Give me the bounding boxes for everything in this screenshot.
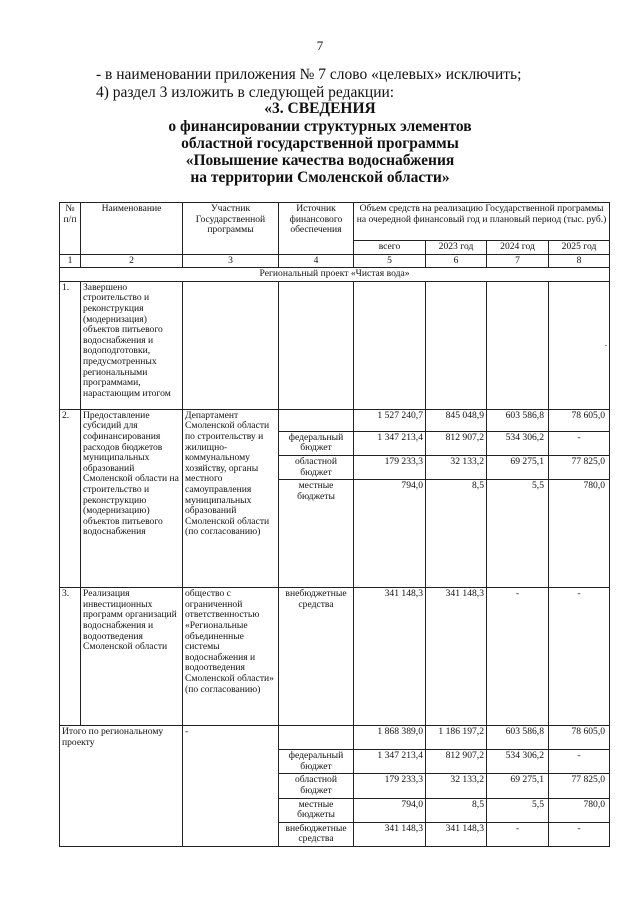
row3-2024: -	[487, 588, 549, 726]
row2-federal-2025: -	[549, 431, 610, 455]
row2-num: 2.	[60, 409, 81, 587]
row1-mark: -	[549, 281, 610, 409]
row2-source-local: местные бюджеты	[279, 480, 354, 588]
row2-2023: 845 048,9	[426, 409, 487, 431]
project-title: Региональный проект «Чистая вода»	[60, 268, 610, 282]
row2-local-2024: 5,5	[487, 480, 549, 588]
total-regional-total: 179 233,3	[354, 774, 426, 798]
col-number: 2	[81, 254, 183, 268]
header-2025: 2025 год	[549, 241, 610, 255]
total-regional-2025: 77 825,0	[549, 774, 610, 798]
col-number: 5	[354, 254, 426, 268]
row3-total: 341 148,3	[354, 588, 426, 726]
total-offbudget-total: 341 148,3	[354, 822, 426, 846]
total-source-offbudget: внебюджетные средства	[279, 822, 354, 846]
row2-source-regional: областной бюджет	[279, 455, 354, 479]
total-row	[60, 726, 610, 750]
row3-name: Реализация инвестиционных программ организаций водоснабжения и водоотведения Смоленской области	[81, 588, 183, 726]
total-source-federal: федеральный бюджет	[279, 750, 354, 774]
total-2025: 78 605,0	[549, 726, 610, 750]
total-regional-2024: 69 275,1	[487, 774, 549, 798]
total-local-2023: 8,5	[426, 798, 487, 822]
header-volume: Объем средств на реализацию Государственной программы на очередной финансовый год и плановый период (тыс. руб.)	[354, 203, 610, 241]
header-2023: 2023 год	[426, 241, 487, 255]
row3-2023: 341 148,3	[426, 588, 487, 726]
row2-regional-2023: 32 133,2	[426, 455, 487, 479]
total-2024: 603 586,8	[487, 726, 549, 750]
total-federal-2024: 534 306,2	[487, 750, 549, 774]
row2-local-2025: 780,0	[549, 480, 610, 588]
row3-source: внебюджетные средства	[279, 588, 354, 726]
intro-line-1: - в наименовании приложения № 7 слово «целевых» исключить;	[96, 66, 522, 83]
total-participant: -	[183, 726, 279, 847]
row2-name: Предоставление субсидий для софинансирования расходов бюджетов муниципальных образований Смоленской области на строительство и реконструкцию (модернизацию) объектов питьевого водоснабжения	[81, 409, 183, 587]
col-number: 1	[60, 254, 81, 268]
row2-source-federal: федеральный бюджет	[279, 431, 354, 455]
header-participant: Участник Государственной программы	[183, 203, 279, 255]
total-source-local: местные бюджеты	[279, 798, 354, 822]
total-total: 1 868 389,0	[354, 726, 426, 750]
row3-num: 3.	[60, 588, 81, 726]
row2-source	[279, 409, 354, 431]
total-offbudget-2023: 341 148,3	[426, 822, 487, 846]
row3-participant: общество с ограниченной ответственностью «Региональные объединенные системы водоснабжения и водоотведения Смоленской области» (по согласованию)	[183, 588, 279, 726]
heading-line-2: о финансировании структурных элементов	[168, 118, 472, 135]
row2-federal-2024: 534 306,2	[487, 431, 549, 455]
row3-2025: -	[549, 588, 610, 726]
total-2023: 1 186 197,2	[426, 726, 487, 750]
total-federal-total: 1 347 213,4	[354, 750, 426, 774]
row2-regional-2024: 69 275,1	[487, 455, 549, 479]
col-number: 8	[549, 254, 610, 268]
intro-line-2: 4) раздел 3 изложить в следующей редакции:	[96, 84, 395, 101]
row2-2025: 78 605,0	[549, 409, 610, 431]
page-number: 7	[316, 38, 324, 53]
row2-local-2023: 8,5	[426, 480, 487, 588]
total-offbudget-2025: -	[549, 822, 610, 846]
header-source: Источник финансового обеспечения	[279, 203, 354, 255]
row2-regional-total: 179 233,3	[354, 455, 426, 479]
row2-total: 1 527 240,7	[354, 409, 426, 431]
row2-federal-2023: 812 907,2	[426, 431, 487, 455]
total-source	[279, 726, 354, 750]
row2-local-total: 794,0	[354, 480, 426, 588]
table-header-row	[60, 203, 610, 241]
col-number: 3	[183, 254, 279, 268]
total-offbudget-2024: -	[487, 822, 549, 846]
heading-line-1: «3. СВЕДЕНИЯ	[264, 100, 376, 117]
heading-line-4: «Повышение качества водоснабжения	[185, 152, 455, 169]
total-label: Итого по региональному проекту	[60, 726, 183, 847]
total-local-2025: 780,0	[549, 798, 610, 822]
header-2024: 2024 год	[487, 241, 549, 255]
total-regional-2023: 32 133,2	[426, 774, 487, 798]
col-number: 4	[279, 254, 354, 268]
column-numbers-row	[60, 254, 610, 268]
table-row	[60, 409, 610, 431]
total-source-regional: областной бюджет	[279, 774, 354, 798]
total-federal-2025: -	[549, 750, 610, 774]
header-total: всего	[354, 241, 426, 255]
table-row	[60, 588, 610, 726]
row1-name: Завершено строительство и реконструкция (модернизация) объектов питьевого водоснабжения и водоподготовки, предусмотренных региональными программами, нарастающим итогом	[81, 281, 183, 409]
total-local-total: 794,0	[354, 798, 426, 822]
heading-line-3: областной государственной программы	[181, 135, 459, 152]
row1-num: 1.	[60, 281, 81, 409]
col-number: 7	[487, 254, 549, 268]
row2-participant: Департамент Смоленской области по строительству и жилищно-коммунальному хозяйству, органы местного самоуправления муниципальных образований Смоленской области (по согласованию)	[183, 409, 279, 587]
table-row	[60, 281, 610, 409]
total-federal-2023: 812 907,2	[426, 750, 487, 774]
header-num: № п/п	[60, 203, 81, 255]
project-title-row	[60, 268, 610, 282]
row2-2024: 603 586,8	[487, 409, 549, 431]
header-name: Наименование	[81, 203, 183, 255]
row2-regional-2025: 77 825,0	[549, 455, 610, 479]
total-local-2024: 5,5	[487, 798, 549, 822]
financing-table	[59, 202, 610, 847]
row2-federal-total: 1 347 213,4	[354, 431, 426, 455]
col-number: 6	[426, 254, 487, 268]
heading-line-5: на территории Смоленской области»	[190, 169, 450, 186]
